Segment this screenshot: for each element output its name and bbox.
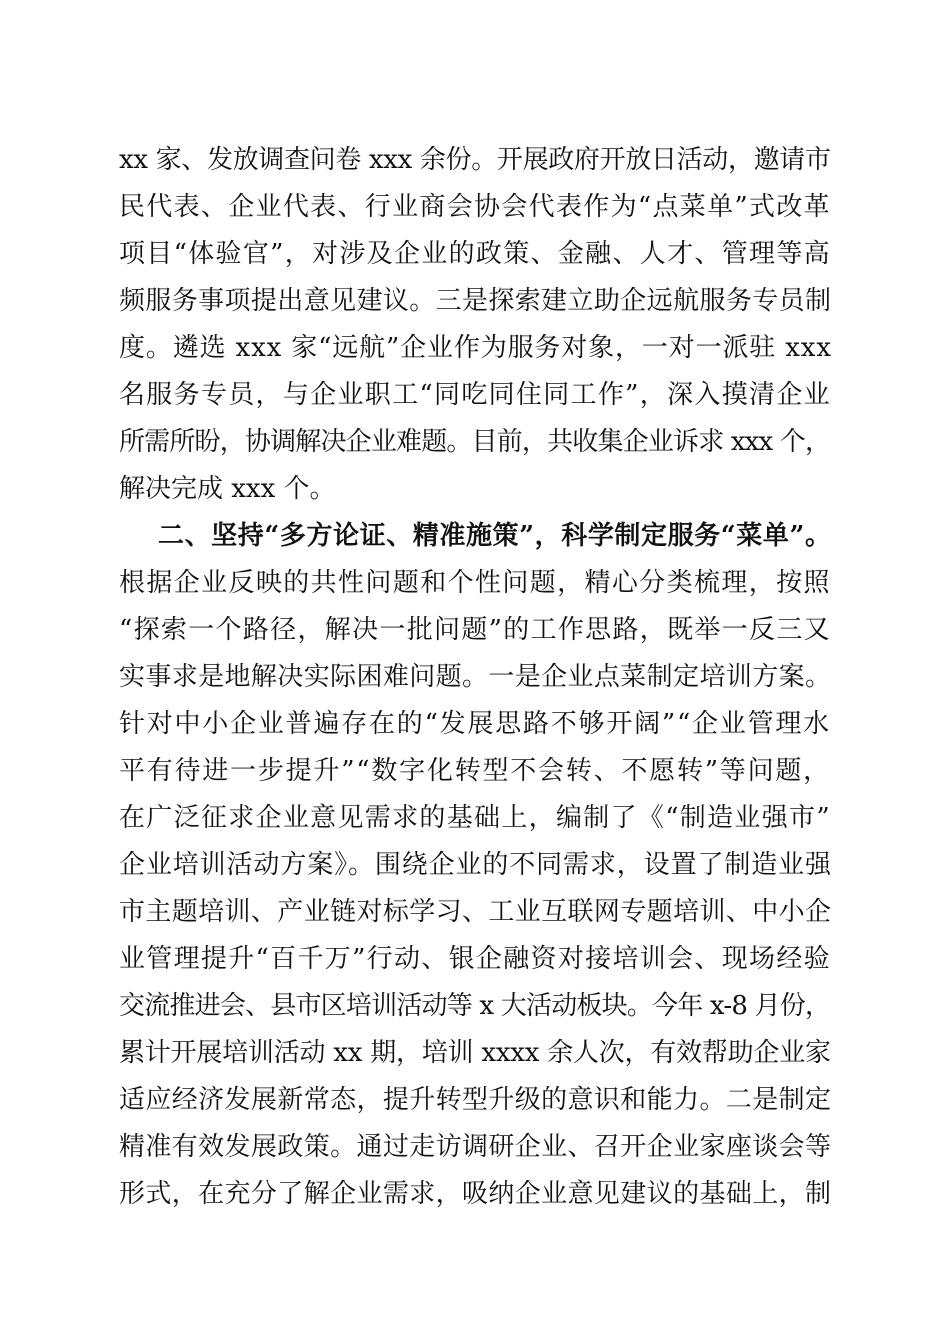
paragraph-2-line: 形式，在充分了解企业需求，吸纳企业意见建议的基础上，制 <box>119 1179 832 1209</box>
paragraph-1-line: 项目“体验官”，对涉及企业的政策、金融、人才、管理等高 <box>119 239 831 269</box>
paragraph-2-line: 平有待进一步提升”“数字化转型不会转、不愿转”等问题， <box>119 756 831 786</box>
paragraph-2-line: 在广泛征求企业意见需求的基础上，编制了《“制造业强市” <box>119 803 831 833</box>
paragraph-2-line: 累计开展培训活动 xx 期，培训 xxxx 余人次，有效帮助企业家 <box>119 1038 831 1068</box>
paragraph-2-line: 适应经济发展新常态，提升转型升级的意识和能力。二是制定 <box>119 1085 832 1115</box>
paragraph-2-line: “探索一个路径，解决一批问题”的工作思路，既举一反三又 <box>119 615 831 645</box>
paragraph-1-line: xx 家、发放调查问卷 xxx 余份。开展政府开放日活动，邀请市 <box>119 145 831 175</box>
paragraph-2-line: 市主题培训、产业链对标学习、工业互联网专题培训、中小企 <box>119 897 832 927</box>
paragraph-1-line: 所需所盼，协调解决企业难题。目前，共收集企业诉求 xxx 个， <box>119 427 831 457</box>
paragraph-2-line: 精准有效发展政策。通过走访调研企业、召开企业家座谈会等 <box>119 1132 832 1162</box>
paragraph-2-line: 交流推进会、县市区培训活动等 x 大活动板块。今年 x-8 月份， <box>119 991 831 1021</box>
paragraph-2-line: 针对中小企业普遍存在的“发展思路不够开阔”“企业管理水 <box>119 709 831 739</box>
paragraph-1-line: 度。遴选 xxx 家“远航”企业作为服务对象，一对一派驻 xxx <box>119 333 832 363</box>
paragraph-1-line: 解决完成 xxx 个。 <box>119 474 336 504</box>
paragraph-1-line: 民代表、企业代表、行业商会协会代表作为“点菜单”式改革 <box>119 192 831 222</box>
paragraph-1-line: 名服务专员，与企业职工“同吃同住同工作”，深入摸清企业 <box>119 380 831 410</box>
paragraph-1-line: 频服务事项提出意见建议。三是探索建立助企远航服务专员制 <box>119 286 832 316</box>
paragraph-2-line: 根据企业反映的共性问题和个性问题，精心分类梳理，按照 <box>119 568 831 598</box>
paragraph-2-line: 实事求是地解决实际困难问题。一是企业点菜制定培训方案。 <box>119 662 832 692</box>
paragraph-2-line: 企业培训活动方案》。围绕企业的不同需求，设置了制造业强 <box>119 850 832 880</box>
paragraph-2-line: 业管理提升“百千万”行动、银企融资对接培训会、现场经验 <box>119 944 831 974</box>
section-heading: 二、坚持“多方论证、精准施策”，科学制定服务“菜单”。 <box>158 521 832 551</box>
